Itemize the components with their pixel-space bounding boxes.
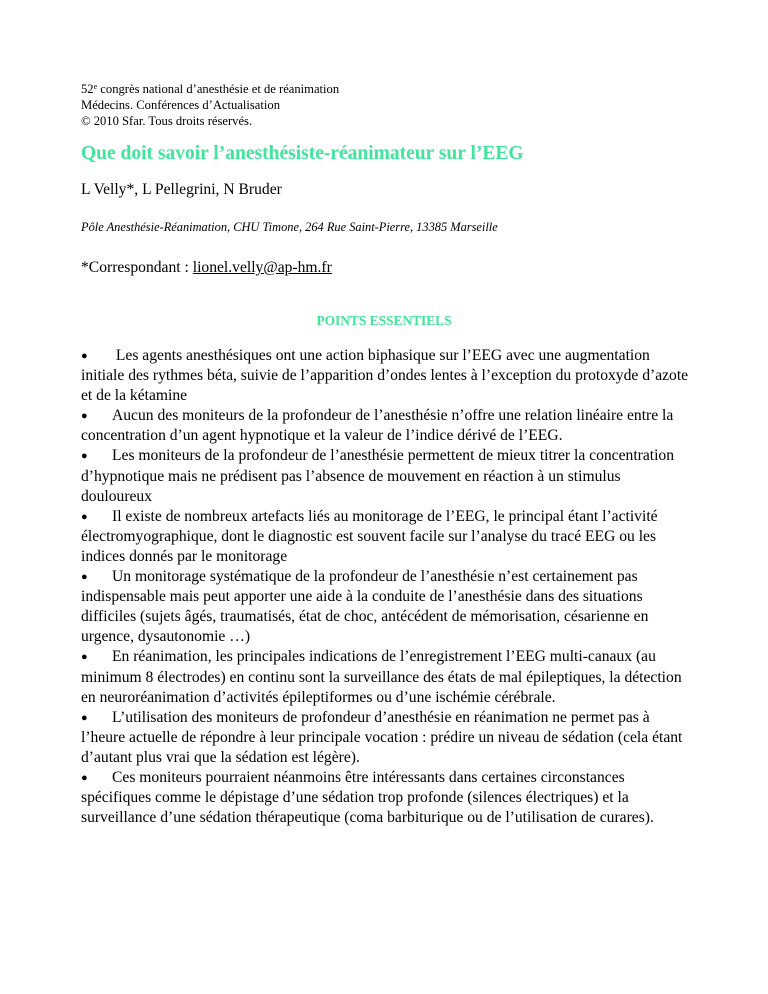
bullet-icon: ● [81, 571, 88, 584]
key-point-text: Il existe de nombreux artefacts liés au monitorage de l’EEG, le principal étant l’activité électromyographique, dont le diagnostic est souvent facile sur l’analyse du tracé EEG ou les indices donnés par le monitorage [81, 507, 658, 565]
journal-header [81, 81, 701, 129]
bullet-icon: ● [81, 350, 88, 362]
key-points-list [81, 346, 693, 828]
key-point-text: Les agents anesthésiques ont une action biphasique sur l’EEG avec une augmentation initiale des rythmes béta, suivie de l’apparition d’ondes lentes à l’exception du protoxyde d’azote et de la kétamine [81, 347, 689, 405]
key-point-text: Les moniteurs de la profondeur de l’anesthésie permettent de mieux titrer la concentration d’hypnotique mais ne prédisent pas l’absence de mouvement en réaction à un stimulus douloureux [81, 447, 675, 505]
bullet-icon: ● [81, 651, 88, 664]
bullet-icon: ● [81, 771, 88, 784]
correspondence-label: *Correspondant : [81, 259, 193, 276]
article-title: Que doit savoir l’anesthésiste-réanimateur sur l’EEG [81, 143, 524, 164]
bullet-icon: ● [81, 450, 88, 463]
bullet-icon: ● [81, 510, 88, 523]
key-point-text: Ces moniteurs pourraient néanmoins être intéressants dans certaines circonstances spécifiques comme le dépistage d’une sédation trop profonde (silences électriques) et la surveillance d’une sédation thérapeutique (coma barbiturique ou de l’utilisation de curares). [81, 768, 654, 827]
key-point-item [81, 406, 693, 446]
congress-number: 52 [81, 82, 94, 96]
congress-text: congrès national d’anesthésie et de réanimation [97, 82, 340, 96]
correspondence-email-link[interactable]: lionel.velly@ap-hm.fr [192, 259, 332, 276]
affiliation: Pôle Anesthésie-Réanimation, CHU Timone, 264 Rue Saint-Pierre, 13385 Marseille [81, 220, 498, 234]
congress-ordinal: e [93, 82, 98, 91]
key-point-item [81, 768, 693, 828]
key-point-item [81, 507, 693, 567]
copyright-line: © 2010 Sfar. Tous droits réservés. [81, 114, 253, 128]
key-point-item [81, 567, 693, 647]
key-point-item [81, 708, 693, 768]
key-point-text: Un monitorage systématique de la profondeur de l’anesthésie n’est certainement pas indispensable mais peut apporter une aide à la conduite de l’anesthésie dans des situations difficiles (sujets âgés, traumatisés, état de choc, antécédent de mémorisation, césarienne en urgence, dysautonomie …) [81, 568, 649, 646]
key-point-item [81, 647, 693, 707]
key-point-text: Aucun des moniteurs de la profondeur de l’anesthésie n’offre une relation linéaire entre la concentration d’un agent hypnotique et la valeur de l’indice dérivé de l’EEG. [81, 407, 674, 445]
bullet-icon: ● [81, 711, 88, 724]
key-point-item [81, 346, 693, 406]
authors: L Velly*, L Pellegrini, N Bruder [81, 181, 282, 198]
key-point-text: L’utilisation des moniteurs de profondeur d’anesthésie en réanimation ne permet pas à l’heure actuelle de répondre à leur principale vocation : prédire un niveau de sédation (cela étant d’autant plus vrai que la sédation est légère). [81, 708, 683, 766]
key-point-item [81, 446, 693, 506]
correspondence [81, 258, 721, 278]
bullet-icon: ● [81, 410, 88, 423]
congress-line [81, 81, 701, 97]
key-point-text: En réanimation, les principales indications de l’enregistrement l’EEG multi-canaux (au minimum 8 électrodes) en continu sont la surveillance des états de mal épileptiques, la détection en neuroréanimation d’activités épileptiformes ou d’une ischémie cérébrale. [81, 648, 682, 706]
conference-line: Médecins. Conférences d’Actualisation [81, 98, 280, 112]
section-heading: POINTS ESSENTIELS [316, 313, 452, 328]
